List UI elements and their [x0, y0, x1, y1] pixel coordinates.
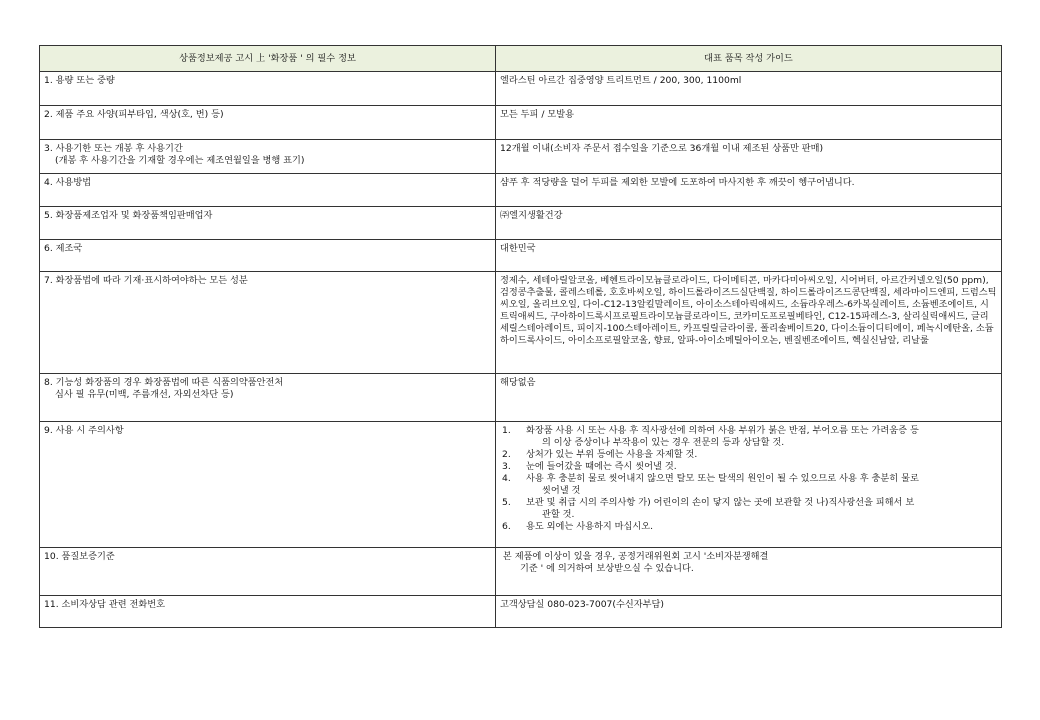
row-label: 10. 품질보증기준 [40, 548, 496, 596]
caution-number: 5. [502, 497, 511, 508]
product-info-table [39, 45, 1002, 628]
caution-text: 화장품 사용 시 또는 사용 후 직사광선에 의하여 사용 부위가 붉은 반점, 부어오름 또는 가려움증 등 [526, 425, 919, 436]
table-row [40, 106, 1002, 140]
row-value: 해당없음 [496, 374, 1002, 422]
header-required-info: 상품정보제공 고시 上 '화장품 ' 의 필수 정보 [40, 46, 496, 72]
row-label: 9. 사용 시 주의사항 [40, 422, 496, 548]
cautions-list [500, 425, 997, 533]
caution-number: 1. [502, 425, 511, 436]
table-row [40, 596, 1002, 628]
caution-text: 사용 후 충분히 물로 씻어내지 않으면 탈모 또는 탈색의 원인이 될 수 있으므로 사용 후 충분히 물로 [526, 473, 919, 484]
row-label: 6. 제조국 [40, 240, 496, 272]
table-row [40, 422, 1002, 548]
table-row [40, 207, 1002, 240]
row-value: ㈜엘지생활건강 [496, 207, 1002, 240]
caution-text: 용도 외에는 사용하지 마십시오. [526, 521, 654, 532]
row-label: 4. 사용방법 [40, 174, 496, 207]
caution-text: 보관 및 취급 시의 주의사항 가) 어린이의 손이 닿지 않는 곳에 보관할 것 나)직사광선을 피해서 보 [526, 497, 915, 508]
caution-item [500, 461, 997, 473]
caution-number: 6. [502, 521, 511, 532]
row-label-sub: 심사 필 유무(미백, 주름개선, 자외선차단 등) [55, 389, 234, 400]
caution-text-cont: 씻어낼 것 [542, 485, 581, 496]
row-value: 고객상담실 080-023-7007(수신자부담) [496, 596, 1002, 628]
row-label: 1. 용량 또는 중량 [40, 72, 496, 106]
caution-number: 2. [502, 449, 511, 460]
table-row [40, 548, 1002, 596]
row-value: 엘라스틴 아르간 집중영양 트리트먼트 / 200, 300, 1100ml [496, 72, 1002, 106]
cautions-cell [496, 422, 1002, 548]
row-label: 2. 제품 주요 사양(피부타입, 색상(호, 번) 등) [40, 106, 496, 140]
caution-item [500, 521, 997, 533]
row-value: 정제수, 세테아릴알코올, 베헨트라이모늄클로라이드, 다이메티콘, 마카다미아씨오일, 시어버터, 아르간커넬오일(50 ppm), 검정콩추출물, 콜레스테롤, 호호바씨오일, 하이드롤라이즈드실단백질, 하이드롤라이즈드콩단백질, 세라마이드엔피, 드럼스틱씨오일, 올리브오일, 다이-C12-13알킬말레이트, 아이소스테아릭애씨드, 소듐라우레스-6카복실레이트, 소듐벤조에이트, 시트릭애씨드, 구아하이드록시프로필트라이모늄클로라이드, 코카미도프로필베타인, C12-15파레스-3, 살리실릭애씨드, 글리세릴스테아레이트, 피이지-100스테아레이트, 카프릴릴글라이콜, 폴리솔베이트20, 다이소듐이디티에이, 페녹시에탄올, 소듐하이드록사이드, 아이소프로필알코올, 향료, 알파-아이소메틸아이오논, 벤질벤조에이트, 헥실신남알, 리날룰 [496, 272, 1002, 374]
caution-item [500, 497, 997, 521]
caution-item [500, 425, 997, 449]
table-row [40, 272, 1002, 374]
row-label: 8. 기능성 화장품의 경우 화장품법에 따른 식품의약품안전처 [44, 377, 284, 388]
row-value-sub: 기준 ' 에 의거하여 보상받으실 수 있습니다. [520, 563, 694, 574]
row-value: 샴푸 후 적당량을 덜어 두피를 제외한 모발에 도포하여 마사지한 후 깨끗이 헹구어냅니다. [496, 174, 1002, 207]
header-row [40, 46, 1002, 72]
caution-item [500, 473, 997, 497]
table-row [40, 374, 1002, 422]
row-value: 12개월 이내(소비자 주문서 접수일을 기준으로 36개월 이내 제조된 상품만 판매) [496, 140, 1002, 174]
row-label: 3. 사용기한 또는 개봉 후 사용기간 [44, 143, 183, 154]
table-row [40, 240, 1002, 272]
row-label-cell [40, 140, 496, 174]
table-row [40, 72, 1002, 106]
caution-item [500, 449, 997, 461]
table-row [40, 174, 1002, 207]
row-label-sub: (개봉 후 사용기간을 기재할 경우에는 제조연월일을 병행 표기) [55, 155, 305, 166]
row-value: 본 제품에 이상이 있을 경우, 공정거래위원회 고시 '소비자분쟁해결 [500, 551, 769, 562]
caution-text: 상처가 있는 부위 등에는 사용을 자제할 것. [526, 449, 698, 460]
row-label: 5. 화장품제조업자 및 화장품책임판매업자 [40, 207, 496, 240]
row-label: 11. 소비자상담 관련 전화번호 [40, 596, 496, 628]
caution-text-cont: 관할 것. [542, 509, 575, 520]
table-row [40, 140, 1002, 174]
row-value: 대한민국 [496, 240, 1002, 272]
header-writing-guide: 대표 품목 작성 가이드 [496, 46, 1002, 72]
caution-text: 눈에 들어갔을 때에는 즉시 씻어낼 것. [526, 461, 677, 472]
caution-number: 3. [502, 461, 511, 472]
row-value: 모든 두피 / 모발용 [496, 106, 1002, 140]
caution-number: 4. [502, 473, 511, 484]
row-label: 7. 화장품법에 따라 기재·표시하여야하는 모든 성분 [40, 272, 496, 374]
row-label-cell [40, 374, 496, 422]
row-value-cell [496, 548, 1002, 596]
caution-text-cont: 의 이상 증상이나 부작용이 있는 경우 전문의 등과 상담할 것. [542, 437, 785, 448]
